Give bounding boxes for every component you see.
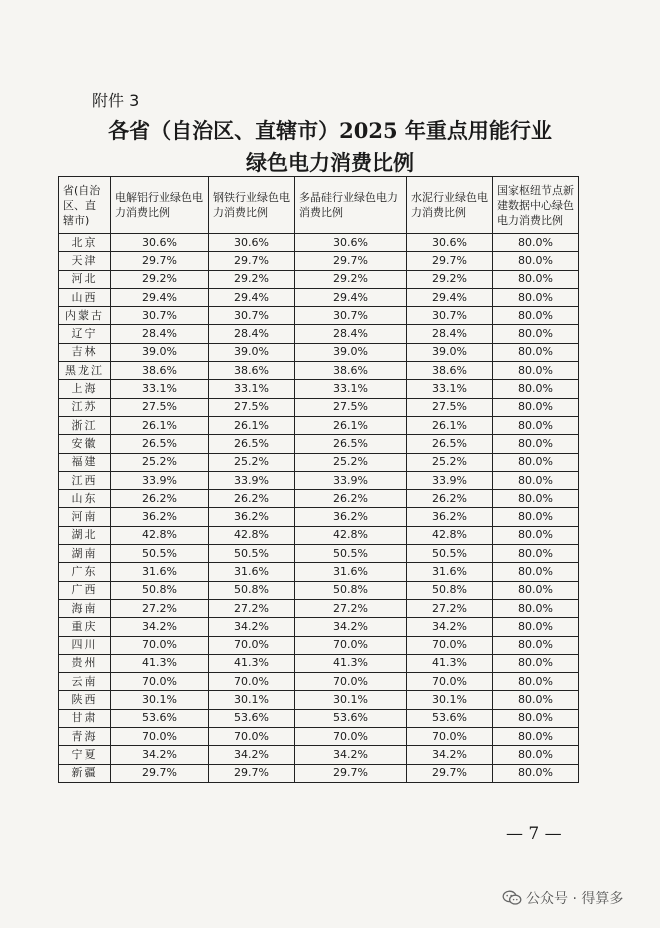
ratio-cell: 80.0% (493, 526, 579, 544)
ratio-cell: 30.6% (111, 234, 209, 252)
header-steel: 钢铁行业绿色电力消费比例 (209, 177, 295, 234)
ratio-cell: 42.8% (111, 526, 209, 544)
ratio-cell: 50.8% (209, 581, 295, 599)
province-cell: 青海 (59, 728, 111, 746)
ratio-cell: 31.6% (295, 563, 407, 581)
ratio-cell: 26.5% (111, 435, 209, 453)
ratio-cell: 80.0% (493, 435, 579, 453)
ratio-cell: 26.1% (111, 416, 209, 434)
ratio-cell: 33.1% (209, 380, 295, 398)
ratio-cell: 33.9% (295, 471, 407, 489)
ratio-cell: 70.0% (407, 636, 493, 654)
ratio-cell: 70.0% (295, 673, 407, 691)
ratio-cell: 42.8% (295, 526, 407, 544)
ratio-cell: 80.0% (493, 398, 579, 416)
ratio-cell: 70.0% (407, 673, 493, 691)
ratio-cell: 70.0% (407, 728, 493, 746)
ratio-cell: 34.2% (295, 618, 407, 636)
ratio-cell: 33.1% (407, 380, 493, 398)
ratio-cell: 80.0% (493, 709, 579, 727)
ratio-cell: 38.6% (295, 362, 407, 380)
wechat-icon (502, 890, 522, 906)
ratio-cell: 27.2% (111, 599, 209, 617)
ratio-cell: 29.2% (209, 270, 295, 288)
table-row (59, 270, 579, 288)
table-row (59, 234, 579, 252)
table-row (59, 691, 579, 709)
header-province: 省(自治区、直辖市) (59, 177, 111, 234)
ratio-cell: 27.2% (295, 599, 407, 617)
province-cell: 浙江 (59, 416, 111, 434)
ratio-cell: 30.1% (295, 691, 407, 709)
ratio-cell: 50.5% (407, 545, 493, 563)
province-cell: 广东 (59, 563, 111, 581)
ratio-cell: 33.1% (295, 380, 407, 398)
ratio-cell: 53.6% (295, 709, 407, 727)
ratio-cell: 31.6% (209, 563, 295, 581)
province-cell: 上海 (59, 380, 111, 398)
ratio-cell: 34.2% (407, 746, 493, 764)
ratio-cell: 34.2% (407, 618, 493, 636)
ratio-cell: 29.7% (111, 764, 209, 782)
province-cell: 河南 (59, 508, 111, 526)
table-row (59, 581, 579, 599)
province-cell: 黑龙江 (59, 362, 111, 380)
ratio-cell: 36.2% (295, 508, 407, 526)
ratio-cell: 29.7% (209, 252, 295, 270)
ratio-cell: 70.0% (295, 728, 407, 746)
province-cell: 甘肃 (59, 709, 111, 727)
ratio-cell: 27.2% (407, 599, 493, 617)
table-row (59, 599, 579, 617)
province-cell: 贵州 (59, 654, 111, 672)
province-cell: 内蒙古 (59, 307, 111, 325)
ratio-cell: 70.0% (111, 636, 209, 654)
ratio-cell: 39.0% (407, 343, 493, 361)
ratio-cell: 80.0% (493, 508, 579, 526)
ratio-cell: 80.0% (493, 654, 579, 672)
header-data-center: 国家枢纽节点新建数据中心绿色电力消费比例 (493, 177, 579, 234)
ratio-cell: 28.4% (111, 325, 209, 343)
ratio-cell: 80.0% (493, 746, 579, 764)
ratio-cell: 50.8% (111, 581, 209, 599)
header-polysilicon: 多晶硅行业绿色电力消费比例 (295, 177, 407, 234)
ratio-cell: 50.5% (111, 545, 209, 563)
ratio-cell: 42.8% (209, 526, 295, 544)
table-row (59, 709, 579, 727)
header-cement: 水泥行业绿色电力消费比例 (407, 177, 493, 234)
table-row (59, 362, 579, 380)
province-cell: 河北 (59, 270, 111, 288)
ratio-cell: 34.2% (111, 618, 209, 636)
ratio-cell: 29.7% (295, 764, 407, 782)
table-row (59, 325, 579, 343)
ratio-cell: 80.0% (493, 581, 579, 599)
ratio-cell: 33.9% (111, 471, 209, 489)
table-row (59, 508, 579, 526)
province-cell: 吉林 (59, 343, 111, 361)
ratio-cell: 80.0% (493, 599, 579, 617)
ratio-cell: 41.3% (407, 654, 493, 672)
ratio-cell: 70.0% (209, 673, 295, 691)
table-row (59, 618, 579, 636)
ratio-cell: 30.6% (407, 234, 493, 252)
table-row (59, 252, 579, 270)
ratio-cell: 26.1% (407, 416, 493, 434)
document-title-line1: 各省（自治区、直辖市）2025 年重点用能行业 (108, 118, 552, 143)
watermark (502, 888, 623, 908)
ratio-cell: 33.1% (111, 380, 209, 398)
ratio-cell: 36.2% (111, 508, 209, 526)
ratio-cell: 26.1% (295, 416, 407, 434)
ratio-cell: 30.1% (209, 691, 295, 709)
page-number: — 7 — (506, 824, 562, 844)
ratio-cell: 41.3% (209, 654, 295, 672)
table-row (59, 636, 579, 654)
table-header-row (59, 177, 579, 234)
ratio-cell: 38.6% (209, 362, 295, 380)
ratio-cell: 27.5% (295, 398, 407, 416)
ratio-cell: 70.0% (209, 636, 295, 654)
ratio-cell: 34.2% (209, 618, 295, 636)
province-cell: 安徽 (59, 435, 111, 453)
ratio-cell: 53.6% (111, 709, 209, 727)
ratio-cell: 80.0% (493, 362, 579, 380)
province-cell: 四川 (59, 636, 111, 654)
ratio-cell: 30.7% (407, 307, 493, 325)
ratio-cell: 25.2% (407, 453, 493, 471)
ratio-cell: 30.1% (407, 691, 493, 709)
table-row (59, 563, 579, 581)
ratio-cell: 27.5% (407, 398, 493, 416)
ratio-cell: 29.4% (295, 288, 407, 306)
header-aluminum: 电解铝行业绿色电力消费比例 (111, 177, 209, 234)
table-row (59, 435, 579, 453)
province-cell: 宁夏 (59, 746, 111, 764)
ratio-cell: 34.2% (111, 746, 209, 764)
ratio-cell: 34.2% (295, 746, 407, 764)
green-power-ratio-table (58, 176, 579, 783)
ratio-cell: 80.0% (493, 673, 579, 691)
table-row (59, 654, 579, 672)
ratio-cell: 80.0% (493, 728, 579, 746)
table-row (59, 764, 579, 782)
ratio-cell: 27.5% (209, 398, 295, 416)
province-cell: 江西 (59, 471, 111, 489)
province-cell: 湖北 (59, 526, 111, 544)
ratio-cell: 26.1% (209, 416, 295, 434)
table-row (59, 288, 579, 306)
ratio-cell: 28.4% (209, 325, 295, 343)
ratio-cell: 26.2% (407, 490, 493, 508)
ratio-cell: 29.7% (407, 252, 493, 270)
watermark-text: 公众号 · 得算多 (526, 891, 624, 907)
province-cell: 陕西 (59, 691, 111, 709)
ratio-cell: 41.3% (295, 654, 407, 672)
ratio-cell: 80.0% (493, 764, 579, 782)
table-row (59, 526, 579, 544)
ratio-cell: 80.0% (493, 416, 579, 434)
ratio-cell: 70.0% (209, 728, 295, 746)
ratio-cell: 26.2% (209, 490, 295, 508)
ratio-cell: 26.5% (407, 435, 493, 453)
ratio-cell: 29.7% (209, 764, 295, 782)
ratio-cell: 42.8% (407, 526, 493, 544)
ratio-cell: 25.2% (111, 453, 209, 471)
ratio-cell: 80.0% (493, 380, 579, 398)
table-row (59, 343, 579, 361)
ratio-cell: 27.2% (209, 599, 295, 617)
table-row (59, 490, 579, 508)
ratio-cell: 38.6% (111, 362, 209, 380)
ratio-cell: 33.9% (209, 471, 295, 489)
ratio-cell: 50.8% (407, 581, 493, 599)
table-row (59, 307, 579, 325)
ratio-cell: 29.4% (407, 288, 493, 306)
ratio-cell: 29.7% (407, 764, 493, 782)
ratio-cell: 80.0% (493, 545, 579, 563)
province-cell: 重庆 (59, 618, 111, 636)
document-title-line2: 绿色电力消费比例 (246, 150, 414, 175)
ratio-cell: 80.0% (493, 636, 579, 654)
attachment-label: 附件 3 (92, 91, 140, 110)
ratio-cell: 30.6% (295, 234, 407, 252)
province-cell: 山东 (59, 490, 111, 508)
ratio-cell: 26.2% (295, 490, 407, 508)
province-cell: 北京 (59, 234, 111, 252)
ratio-cell: 39.0% (209, 343, 295, 361)
province-cell: 广西 (59, 581, 111, 599)
ratio-cell: 29.4% (209, 288, 295, 306)
table-row (59, 673, 579, 691)
ratio-cell: 36.2% (209, 508, 295, 526)
ratio-cell: 26.2% (111, 490, 209, 508)
province-cell: 新疆 (59, 764, 111, 782)
ratio-cell: 26.5% (209, 435, 295, 453)
ratio-cell: 50.8% (295, 581, 407, 599)
ratio-cell: 30.7% (295, 307, 407, 325)
ratio-cell: 39.0% (111, 343, 209, 361)
ratio-cell: 28.4% (407, 325, 493, 343)
ratio-cell: 29.2% (111, 270, 209, 288)
ratio-cell: 80.0% (493, 618, 579, 636)
ratio-cell: 31.6% (407, 563, 493, 581)
ratio-cell: 50.5% (209, 545, 295, 563)
ratio-cell: 28.4% (295, 325, 407, 343)
table-row (59, 545, 579, 563)
table-row (59, 453, 579, 471)
ratio-cell: 80.0% (493, 325, 579, 343)
table-row (59, 471, 579, 489)
ratio-cell: 26.5% (295, 435, 407, 453)
ratio-cell: 30.6% (209, 234, 295, 252)
ratio-cell: 29.2% (295, 270, 407, 288)
province-cell: 福建 (59, 453, 111, 471)
province-cell: 江苏 (59, 398, 111, 416)
ratio-cell: 80.0% (493, 270, 579, 288)
table-row (59, 746, 579, 764)
ratio-cell: 80.0% (493, 453, 579, 471)
table-row (59, 416, 579, 434)
province-cell: 云南 (59, 673, 111, 691)
ratio-cell: 29.7% (295, 252, 407, 270)
table-row (59, 398, 579, 416)
ratio-cell: 25.2% (209, 453, 295, 471)
ratio-cell: 39.0% (295, 343, 407, 361)
ratio-cell: 80.0% (493, 307, 579, 325)
ratio-cell: 80.0% (493, 288, 579, 306)
ratio-cell: 30.1% (111, 691, 209, 709)
ratio-cell: 80.0% (493, 252, 579, 270)
ratio-cell: 41.3% (111, 654, 209, 672)
province-cell: 辽宁 (59, 325, 111, 343)
ratio-cell: 80.0% (493, 490, 579, 508)
table-row (59, 728, 579, 746)
ratio-cell: 31.6% (111, 563, 209, 581)
ratio-cell: 53.6% (407, 709, 493, 727)
ratio-cell: 36.2% (407, 508, 493, 526)
ratio-cell: 30.7% (111, 307, 209, 325)
ratio-cell: 27.5% (111, 398, 209, 416)
ratio-cell: 53.6% (209, 709, 295, 727)
ratio-cell: 29.4% (111, 288, 209, 306)
ratio-cell: 80.0% (493, 471, 579, 489)
ratio-cell: 25.2% (295, 453, 407, 471)
province-cell: 海南 (59, 599, 111, 617)
ratio-cell: 80.0% (493, 234, 579, 252)
province-cell: 山西 (59, 288, 111, 306)
ratio-cell: 30.7% (209, 307, 295, 325)
province-cell: 天津 (59, 252, 111, 270)
ratio-cell: 34.2% (209, 746, 295, 764)
ratio-cell: 80.0% (493, 343, 579, 361)
province-cell: 湖南 (59, 545, 111, 563)
ratio-cell: 38.6% (407, 362, 493, 380)
ratio-cell: 80.0% (493, 563, 579, 581)
ratio-cell: 33.9% (407, 471, 493, 489)
ratio-cell: 70.0% (111, 673, 209, 691)
ratio-cell: 80.0% (493, 691, 579, 709)
ratio-cell: 29.2% (407, 270, 493, 288)
table-row (59, 380, 579, 398)
ratio-cell: 50.5% (295, 545, 407, 563)
ratio-cell: 70.0% (295, 636, 407, 654)
ratio-cell: 70.0% (111, 728, 209, 746)
ratio-cell: 29.7% (111, 252, 209, 270)
